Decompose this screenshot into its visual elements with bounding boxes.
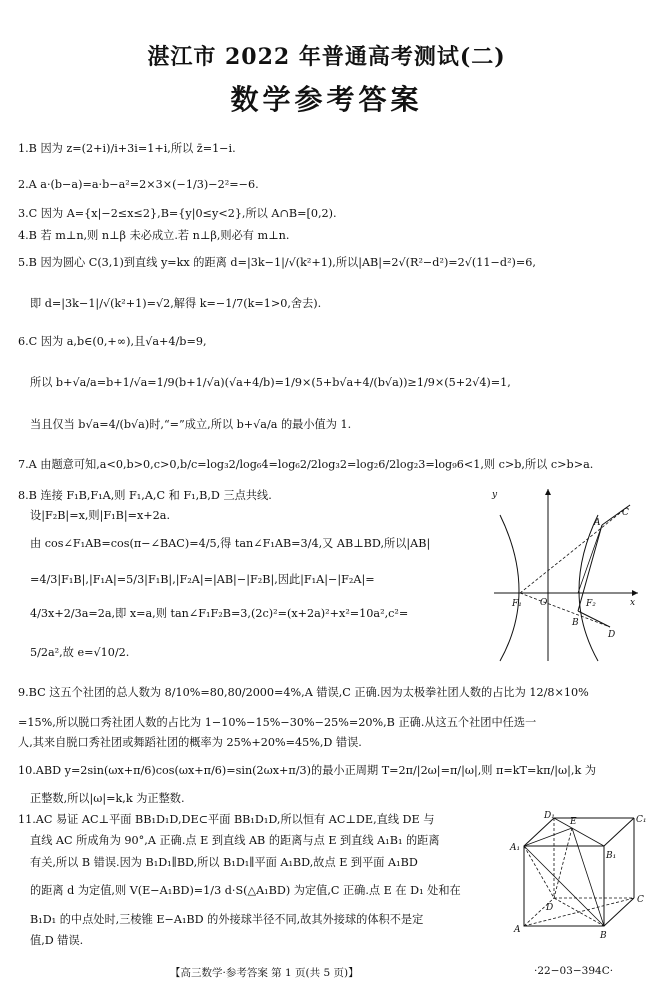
answer-11-line-1: 11.AC 易证 AC⊥平面 BB₁D₁D,DE⊂平面 BB₁D₁D,所以恒有 AC⊥DE,直线 DE 与 <box>18 813 435 826</box>
answer-11-line-3: 有关,所以 B 错误.因为 B₁D₁∥BD,所以 B₁D₁∥平面 A₁BD,故点 E 到平面 A₁BD <box>30 856 418 869</box>
cube-figure <box>508 810 648 942</box>
hyperbola-right-branch <box>579 515 598 661</box>
c-label: C <box>637 895 644 905</box>
answer-4: 4.B 若 m⊥n,则 n⊥β 未必成立.若 n⊥β,则必有 m⊥n. <box>18 229 290 242</box>
f1-label: F₁ <box>512 599 522 609</box>
a-label: A <box>594 518 601 528</box>
edge-b1-c1 <box>604 818 634 846</box>
hyperbola-figure <box>490 485 642 665</box>
answer-2: 2.A a·(b−a)=a·b−a²=2×3×(−1/3)−2²=−6. <box>18 178 259 191</box>
d1-label: D₁ <box>544 811 555 821</box>
hyperbola-left-branch <box>500 515 519 661</box>
answer-8-line-6: 5/2a²,故 e=√10/2. <box>30 646 130 659</box>
answer-6-line-2: 所以 b+√a/a=b+1/√a=1/9(b+1/√a)(√a+4/b)=1/9×(5+b√a+4/(b√a))≥1/9×(5+2√4)=1, <box>30 376 511 389</box>
f2-label: F₂ <box>586 599 596 609</box>
answer-5-line-1: 5.B 因为圆心 C(3,1)到直线 y=kx 的距离 d=|3k−1|/√(k²+1),所以|AB|=2√(R²−d²)=2√(11−d²)=6, <box>18 256 536 269</box>
b1-label: B₁ <box>606 851 617 861</box>
answer-1: 1.B 因为 z=(2+i)/i+3i=1+i,所以 z̄=1−i. <box>18 142 236 155</box>
answer-8-line-3: 由 cos∠F₁AB=cos(π−∠BAC)=4/5,得 tan∠F₁AB=3/4,又 AB⊥BD,所以|AB| <box>30 537 431 550</box>
x-axis-arrow-icon <box>632 590 638 596</box>
answer-9-line-1: 9.BC 这五个社团的总人数为 8/10%=80,80/2000=4%,A 错误,C 正确.因为太极拳社团人数的占比为 12/8×10% <box>18 686 589 699</box>
answer-9-line-2: =15%,所以脱口秀社团人数的占比为 1−10%−15%−30%−25%=20%,B 正确.从这五个社团中任选一 <box>18 716 537 729</box>
segment-e-d <box>554 828 572 898</box>
answer-8-line-2: 设|F₂B|=x,则|F₁B|=x+2a. <box>30 509 171 522</box>
c-label: C <box>622 508 629 518</box>
b-label: B <box>572 618 579 628</box>
x-label: x <box>630 598 636 608</box>
segment-f2a <box>578 525 602 593</box>
answer-8-line-1: 8.B 连接 F₁B,F₁A,则 F₁,A,C 和 F₁,B,D 三点共线. <box>18 489 272 502</box>
answer-7: 7.A 由题意可知,a<0,b>0,c>0,b/c=log₃2/log₆4=log₆2/2log₃2=log₂6/2log₂3=log₉6<1,则 c>b,所以 c>b>a. <box>18 458 594 471</box>
diag-ac <box>524 898 634 926</box>
y-axis-arrow-icon <box>545 489 551 495</box>
title-line-2: 数学参考答案 <box>230 83 423 116</box>
answer-5-line-2: 即 d=|3k−1|/√(k²+1)=√2,解得 k=−1/7(k=1>0,舍去). <box>30 297 322 310</box>
answer-11-line-4: 的距离 d 为定值,则 V(E−A₁BD)=1/3 d·S(△A₁BD) 为定值,C 正确.点 E 在 D₁ 处和在 <box>30 884 461 897</box>
answer-8-line-4: =4/3|F₁B|,|F₁A|=5/3|F₁B|,|F₂A|=|AB|−|F₂B|,因此|F₁A|−|F₂A|= <box>30 573 375 586</box>
origin-label: O <box>540 598 548 608</box>
line-f1-d <box>520 593 610 627</box>
answer-11-line-2: 直线 AC 所成角为 90°,A 正确.点 E 到直线 AB 的距离与点 E 到直线 A₁B₁ 的距离 <box>30 834 440 847</box>
c1-label: C₁ <box>636 815 647 825</box>
answer-6-line-1: 6.C 因为 a,b∈(0,+∞),且√a+4/b=9, <box>18 335 207 348</box>
answer-6-line-3: 当且仅当 b√a=4/(b√a)时,“=”成立,所以 b+√a/a 的最小值为 1. <box>30 418 352 431</box>
answer-3: 3.C 因为 A={x|−2≤x≤2},B={y|0≤y<2},所以 A∩B=[0,2). <box>18 207 337 220</box>
answer-11-line-5: B₁D₁ 的中点处时,三棱锥 E−A₁BD 的外接球半径不同,故其外接球的体积不是定 <box>30 913 424 926</box>
edge-a1-d1 <box>524 818 554 846</box>
segment-e-b <box>572 828 604 926</box>
footer-page-info: 【高三数学·参考答案 第 1 页(共 5 页)】 <box>170 967 359 979</box>
segment-e-a1 <box>524 828 572 846</box>
answer-10-line-2: 正整数,所以|ω|=k,k 为正整数. <box>30 792 185 805</box>
a1-label: A₁ <box>510 843 521 853</box>
y-label: y <box>492 490 498 500</box>
answer-8-line-5: 4/3x+2/3a=2a,即 x=a,则 tan∠F₁F₂B=3,(2c)²=(x+2a)²+x²=10a²,c²= <box>30 607 409 620</box>
b-label: B <box>600 931 607 941</box>
line-f1-c <box>520 505 630 593</box>
answer-10-line-1: 10.ABD y=2sin(ωx+π/6)cos(ωx+π/6)=sin(2ωx+π/3)的最小正周期 T=2π/|2ω|=π/|ω|,则 π=kT=kπ/|ω|,k 为 <box>18 764 597 777</box>
e-label: E <box>570 817 577 827</box>
footer-code: ·22−03−394C· <box>534 965 614 977</box>
answer-9-line-3: 人,其来自脱口秀社团或舞蹈社团的概率为 25%+20%=45%,D 错误. <box>18 736 362 749</box>
answer-11-line-6: 值,D 错误. <box>30 934 84 947</box>
d-label: D <box>608 630 616 640</box>
title-line-1: 湛江市 2022 年普通高考测试(二) <box>147 44 506 70</box>
d-label: D <box>546 903 554 913</box>
a-label: A <box>514 925 521 935</box>
